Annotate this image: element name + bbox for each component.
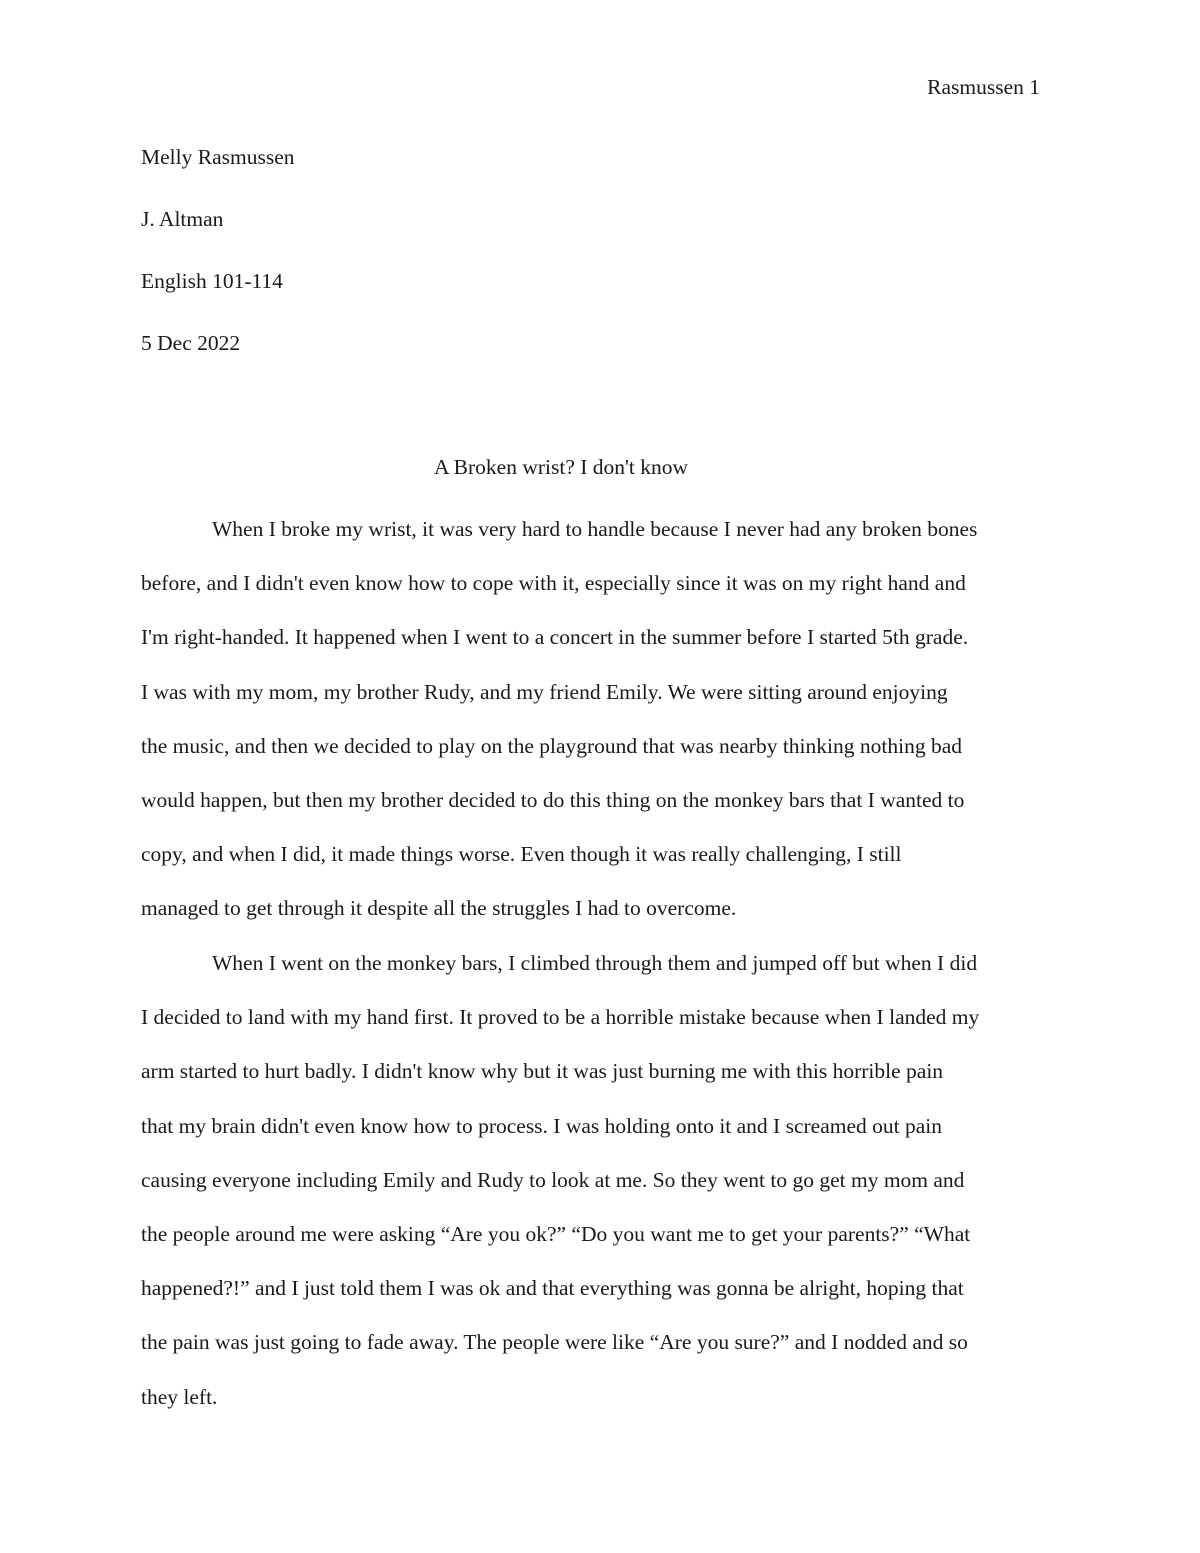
paragraph-line: I decided to land with my hand first. It proved to be a horrible mistake because when I landed my (141, 1005, 980, 1030)
course-name: English 101-114 (141, 269, 283, 293)
paragraph-line: I was with my mom, my brother Rudy, and my friend Emily. We were sitting around enjoying (141, 679, 948, 704)
essay-title: A Broken wrist? I don't know (433, 455, 689, 479)
paragraph-line: arm started to hurt badly. I didn't know why but it was just burning me with this horrible pain (141, 1059, 944, 1084)
paragraph-line: copy, and when I did, it made things worse. Even though it was really challenging, I still (141, 842, 902, 867)
paragraph-2 (141, 951, 1081, 1439)
essay-date: 5 Dec 2022 (141, 331, 241, 355)
paragraph-line: managed to get through it despite all the struggles I had to overcome. (141, 896, 737, 921)
mla-heading-block (141, 145, 294, 393)
running-head: Rasmussen 1 (927, 75, 1040, 99)
paragraph-line: they left. (141, 1384, 218, 1409)
paragraph-line: causing everyone including Emily and Rudy to look at me. So they went to go get my mom and (141, 1167, 965, 1192)
paragraph-1 (141, 517, 1081, 951)
instructor-name: J. Altman (141, 207, 224, 231)
paragraph-line: When I broke my wrist, it was very hard to handle because I never had any broken bones (212, 517, 978, 541)
paragraph-line: I'm right-handed. It happened when I went to a concert in the summer before I started 5th grade. (141, 625, 969, 650)
paragraph-line: the people around me were asking “Are you ok?” “Do you want me to get your parents?” “What (141, 1221, 971, 1246)
student-name: Melly Rasmussen (141, 145, 295, 169)
paragraph-line: would happen, but then my brother decided to do this thing on the monkey bars that I wanted to (141, 787, 965, 812)
paragraph-line: that my brain didn't even know how to process. I was holding onto it and I screamed out pain (141, 1113, 943, 1138)
paragraph-line: the pain was just going to fade away. The people were like “Are you sure?” and I nodded and so (141, 1330, 968, 1355)
paragraph-line: the music, and then we decided to play on the playground that was nearby thinking nothing bad (141, 733, 962, 758)
paragraph-line: When I went on the monkey bars, I climbed through them and jumped off but when I did (212, 951, 978, 975)
paragraph-line: before, and I didn't even know how to cope with it, especially since it was on my right hand and (141, 571, 966, 596)
paragraph-line: happened?!” and I just told them I was ok and that everything was gonna be alright, hoping that (141, 1276, 964, 1301)
